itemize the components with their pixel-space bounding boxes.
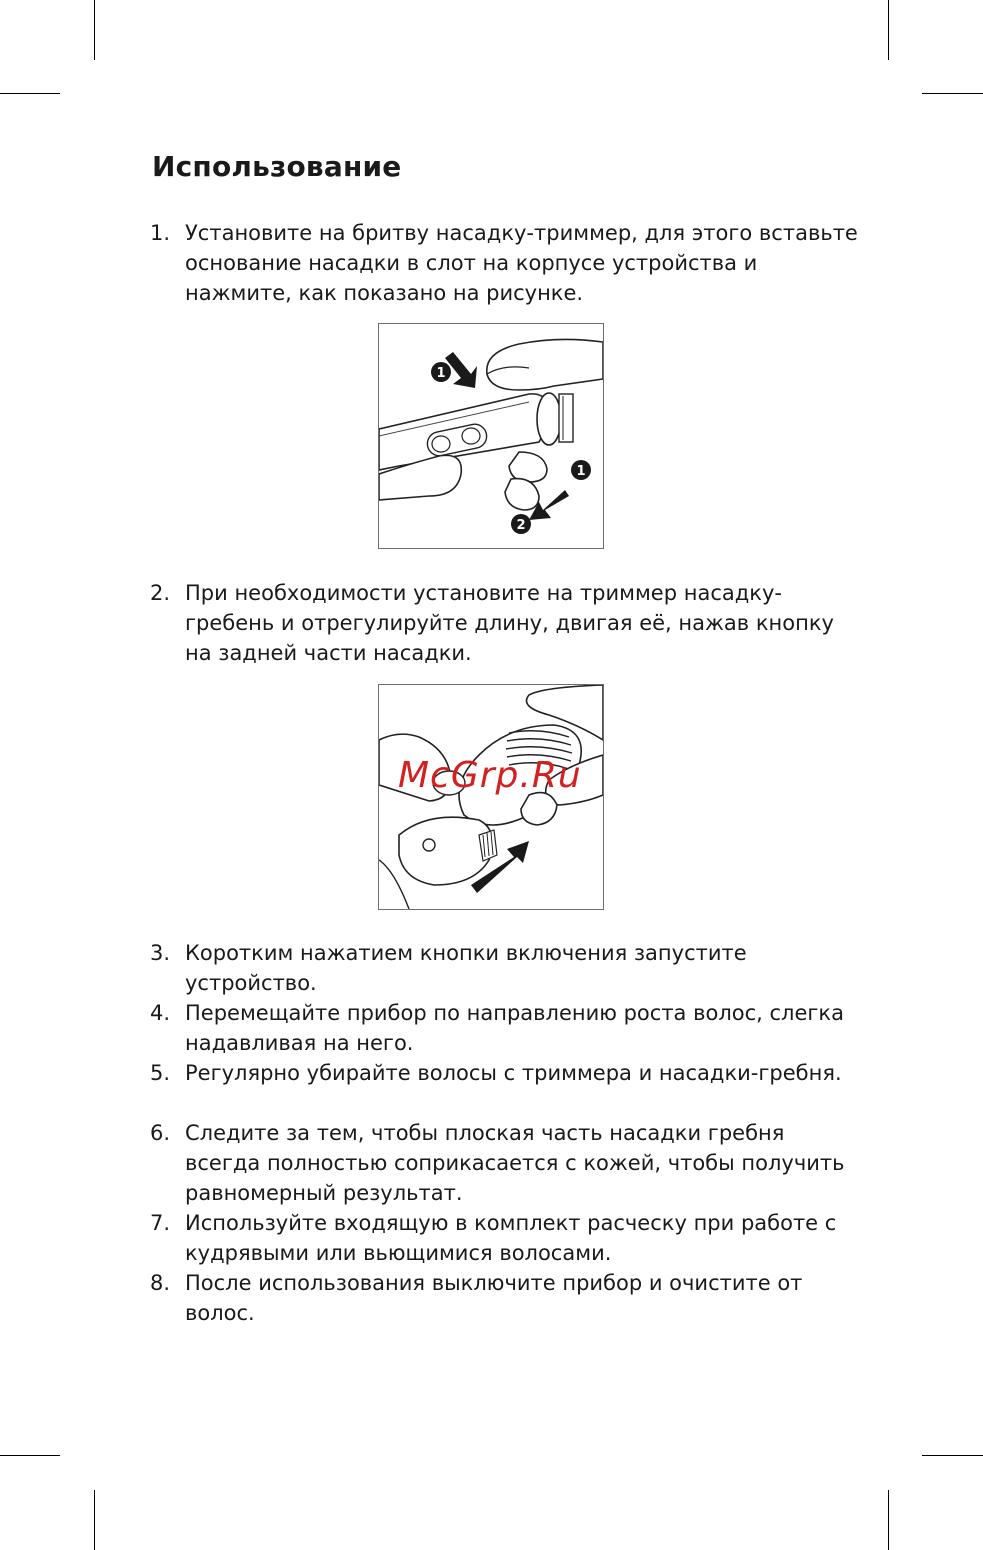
- list-item-text: Регулярно убирайте волосы с триммера и насадки-гребня.: [185, 1061, 842, 1085]
- crop-mark: [922, 93, 983, 94]
- crop-mark: [94, 1490, 95, 1550]
- figure-comb-attachment: [378, 684, 604, 910]
- watermark: McGrp.Ru: [398, 755, 582, 796]
- marker-2: 2: [516, 518, 526, 533]
- figure-attach-trimmer: [378, 323, 604, 549]
- list-item-number: 8.: [150, 1271, 171, 1295]
- crop-mark: [922, 1455, 983, 1456]
- list-item-number: 2.: [150, 581, 171, 605]
- crop-mark: [0, 1455, 60, 1456]
- crop-mark: [94, 0, 95, 60]
- list-item-number: 1.: [150, 221, 171, 245]
- page-title: Использование: [152, 150, 402, 183]
- list-item-text: Используйте входящую в комплект расческу при работе с кудрявыми или вьющимися волосами.: [185, 1211, 837, 1265]
- list-item-text: После использования выключите прибор и очистите от волос.: [185, 1271, 803, 1325]
- crop-mark: [0, 93, 60, 94]
- marker-1b: 1: [576, 464, 586, 479]
- list-item-text: Следите за тем, чтобы плоская часть насадки гребня всегда полностью соприкасается с кожей, чтобы получить равномерный результат.: [185, 1121, 845, 1205]
- list-item-text: При необходимости установите на триммер насадку-гребень и отрегулируйте длину, двигая её, нажав кнопку на задней части насадки.: [185, 581, 834, 665]
- crop-mark: [888, 1490, 889, 1550]
- list-item-number: 5.: [150, 1061, 171, 1085]
- list-item-text: Коротким нажатием кнопки включения запустите устройство.: [185, 941, 747, 995]
- list-item-number: 6.: [150, 1121, 171, 1145]
- crop-mark: [888, 0, 889, 60]
- list-item-number: 3.: [150, 941, 171, 965]
- marker-1: 1: [436, 366, 446, 381]
- list-item-text: Установите на бритву насадку-триммер, для этого вставьте основание насадки в слот на корпусе устройства и нажмите, как показано на рисунке.: [185, 221, 858, 305]
- list-item-number: 4.: [150, 1001, 171, 1025]
- list-item-text: Перемещайте прибор по направлению роста волос, слегка надавливая на него.: [185, 1001, 844, 1055]
- list-item-number: 7.: [150, 1211, 171, 1235]
